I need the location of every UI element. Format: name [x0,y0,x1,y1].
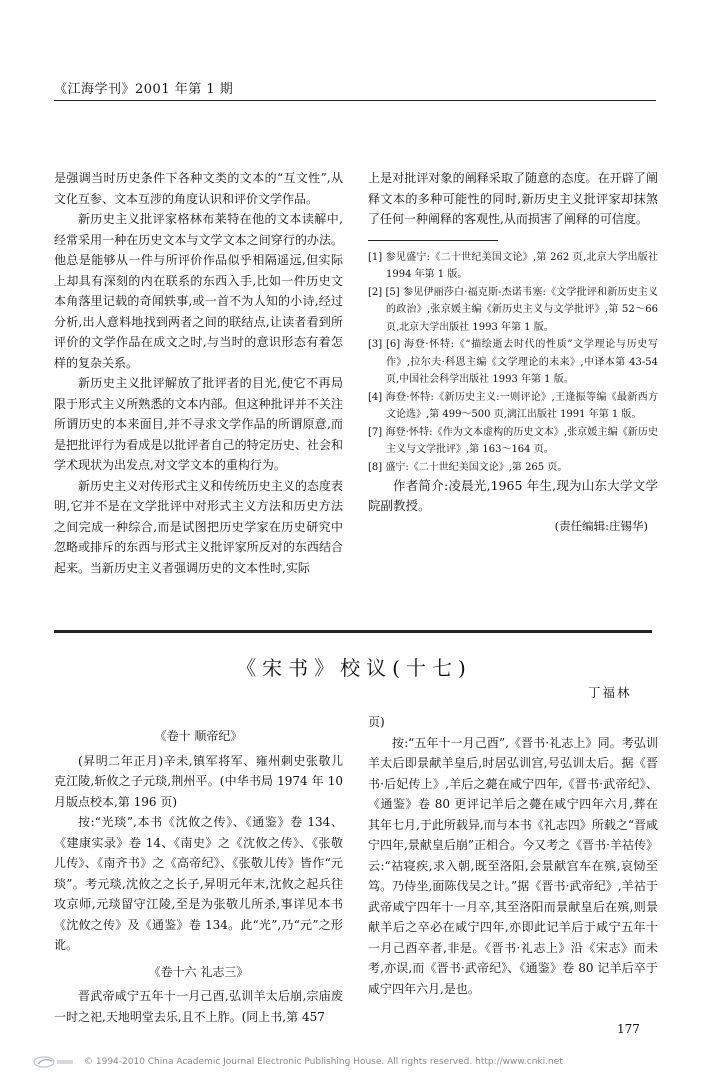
article1-right-body [368,168,658,230]
article1-right-column [368,168,658,537]
page-number: 177 [617,1022,640,1036]
footnote-item: [4] 海登·怀特:《新历史主义:一则评论》,王逢振等编《最新西方文论选》,第 499～500 页,漓江出版社 1991 年第 1 版。 [368,391,658,420]
article2-left-body [54,726,343,1027]
running-header [54,78,656,101]
editor-note: (责任编辑:庄锡华) [554,519,648,533]
body-paragraph: 晋武帝咸宁五年十一月己酉,弘训羊太后崩,宗庙废一时之祀,天地明堂去乐,且不上胙。(同上书,第 457 [54,989,343,1024]
footnote-item: [2] [5] 参见伊丽莎白·福克斯-杰诺韦塞:《文学批评和新历史主义的政治》,张京媛主编《新历史主义与文学批评》,第 52～66 页,北京大学出版社 1993 年第 1 版。 [368,286,658,333]
footnote-rule [368,240,498,241]
article2-right-body [368,712,658,999]
footnote-item: [3] [6] 海登·怀特:《“描绘逝去时代的性质”文学理论与历史写作》,拉尔夫·科恩主编《文学理论的未来》,中译本第 43-54 页,中国社会科学出版社 1993 年第 1 版。 [368,339,658,385]
footnote-item: [8] 盛宁:《二十世纪美国文论》,第 265 页。 [368,461,568,473]
footer [32,1052,692,1072]
section-heading: 《卷十六 礼志三》 [148,964,249,979]
body-paragraph: 按:“光琰”,本书《沈攸之传》、《通鉴》卷 134、《建康实录》卷 14、《南史》之《沈攸之传》、《张敬儿传》、《南齐书》之《高帝纪》、《张敬儿传》皆作“元琰”。考元琰,沈攸之之长子,昇明元年末,沈攸之起兵往攻京师,元琰留守江陵,至是为张敬儿所杀,事详见本书《沈攸之传》及《通鉴》卷 134。此“光”,乃“元”之形讹。 [54,815,343,952]
body-paragraph: 按:“五年十一月己酉”,《晋书·礼志上》同。考弘训羊太后即景献羊皇后,时居弘训宫,号弘训太后。据《晋书·后妃传上》,羊后之薨在咸宁四年,《晋书·武帝纪》、《通鉴》卷 80 更评记羊后之薨在咸宁四年六月,葬在其年七月,于此所载异,而与本书《礼志四》所载之“晋咸宁四年,景献皇后崩”正相合。今又考之《晋书·羊祜传》云:“祜寝疾,求入朝,既至洛阳,会景献宫车在殡,哀恸至笃。乃侍坐,面陈伐吴之计。”据《晋书·武帝纪》,羊祜于武帝咸宁四年十一月卒,其至洛阳而景献皇后在殡,则景献羊后之卒必在咸宁四年,亦即此记羊后于咸宁五年十一月己酉卒者,非是。《晋书·礼志上》沿《宋志》而未考,亦误,而《晋书·武帝纪》、《通鉴》卷 80 记羊后卒于咸宁四年六月,是也。 [368,735,658,996]
article-divider [54,630,652,633]
article1-left-body [54,168,343,578]
running-title: 《江海学刊》2001 年第 1 期 [54,82,234,97]
body-paragraph: (昇明二年正月)辛未,镇军将军、雍州刺史张敬儿克江陵,斩攸之子元琰,荆州平。(中华书局 1974 年 10 月版点校本,第 196 页) [54,753,343,809]
body-paragraph: 新历史主义批评家格林布莱特在他的文本读解中,经常采用一种在历史文本与文学文本之间穿行的办法。他总是能够从一件与所评价作品似乎相隔遥远,但实际上却具有深刻的内在联系的东西入手,比如一件历史文本角落里记载的奇闻轶事,或一首不为人知的小诗,经过分析,出人意料地找到两者之间的联结点,让读者看到所评价的文学作品在成文之时,与当时的意识形态有着怎样的复杂关系。 [54,212,343,370]
body-paragraph: 页) [368,715,385,729]
footnote-item: [1] 参见盛宁:《二十世纪美国文论》,第 262 页,北京大学出版社 1994 年第 1 版。 [368,251,658,280]
body-paragraph: 上是对批评对象的阐释采取了随意的态度。在开辟了阐释文本的多种可能性的同时,新历史主义批评家却抹煞了任何一种阐释的客观性,从而损害了阐释的可信度。 [368,171,658,226]
author-note: 作者简介:凌晨光,1965 年生,现为山东大学文学院副教授。 [368,478,658,513]
article2-title: 《宋书》校议(十七) [236,656,472,680]
section-heading: 《卷十 顺帝纪》 [154,729,243,743]
body-paragraph: 新历史主义对传形式主义和传统历史主义的态度表明,它并不是在文学批评中对形式主义方法和历史方法之间完成一种综合,而是试图把历史学家在历史研究中忽略或排斥的东西与形式主义批评家所反对的东西结合起来。当新历史主义者强调历史的文本性时,实际 [54,478,343,575]
cnki-logo-icon [32,1055,76,1069]
article1-left-column [54,168,343,578]
article2-left-column [54,720,343,1027]
footer-copyright: © 1994-2010 China Academic Journal Electronic Publishing House. All rights reserved. http://www.cnki.net [84,1057,563,1067]
footnote-item: [7] 海登·怀特:《作为文本虚构的历史文本》,张京媛主编《新历史主义与文学批评》,第 163～164 页。 [368,426,658,455]
body-paragraph: 新历史主义批评解放了批评者的目光,使它不再局限于形式主义所熟悉的文本内部。但这种批评并不关注所谓历史的本来面目,并不寻求文学作品的所谓原意,而是把批评行为看成是以批评者自己的特定历史、社会和学术现状为出发点,对文学文本的重构行为。 [54,376,343,472]
article2-right-column [368,712,658,999]
article2-author: 丁福林 [588,685,632,700]
footnotes [368,249,658,477]
body-paragraph: 是强调当时历史条件下各种文类的文本的“互文性”,从文化互参、文本互涉的角度认识和评价文学作品。 [54,171,343,206]
